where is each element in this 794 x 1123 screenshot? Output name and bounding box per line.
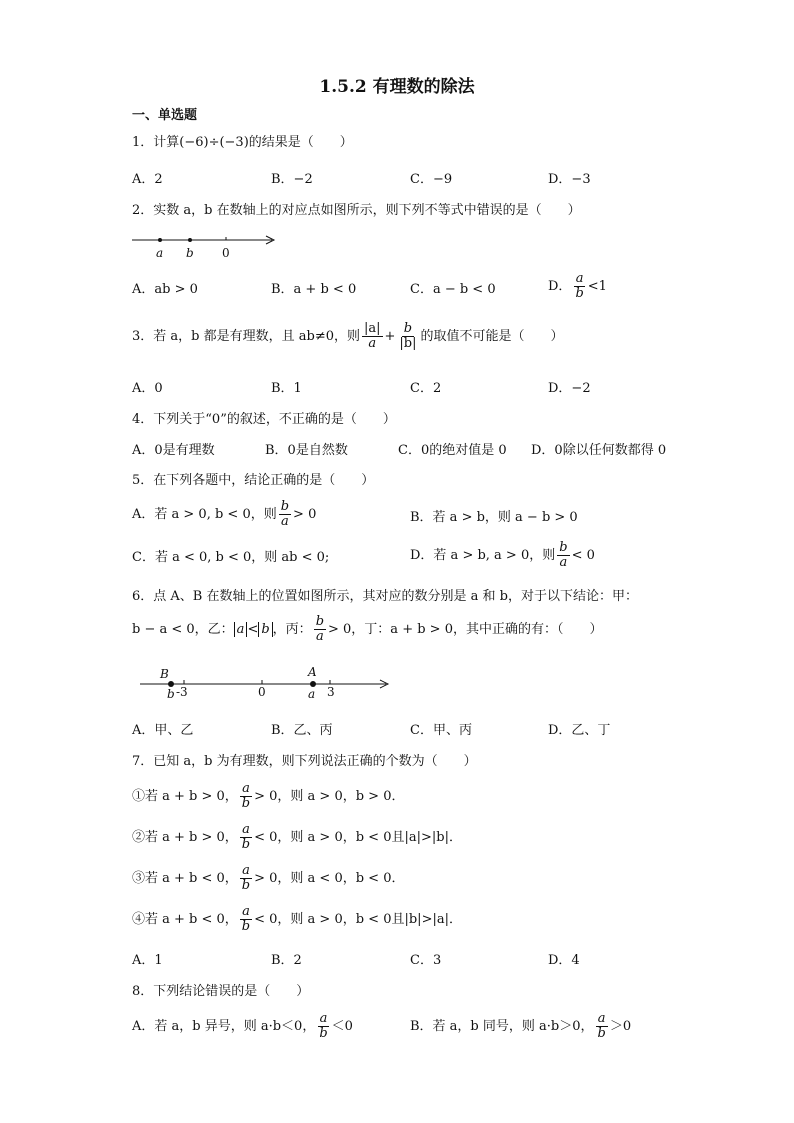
question-6-stem-line1: 6．点 A、B 在数轴上的位置如图所示，其对应的数分别是 a 和 b，对于以下结论：甲： [132,589,638,604]
section-heading: 一、单选题 [132,108,198,123]
question-3-stem: 3．若 a，b 都是有理数，且 ab≠0，则 $\frac{|a|}{a}$ + $\frac{b}{|b|}$ 的取值不可能是（ ） [132,321,564,351]
q5-option-d: D．若 a > b, a > 0，则 $\frac{b}{a}$ < 0 [410,540,595,570]
q1-option-a: A．2 [132,172,163,187]
question-2-stem: 2．实数 a，b 在数轴上的对应点如图所示，则下列不等式中错误的是（ ） [132,203,581,218]
q1-option-c: C．−9 [410,172,453,187]
q6-point-label-A: A [308,665,317,679]
question-5-stem: 5．在下列各题中，结论正确的是（ ） [132,473,375,488]
q7-statement-4: ④若 a + b < 0， $\frac{a}{b}$ < 0，则 a > 0，b < 0且|b|>|a|． [132,904,462,934]
q7-statement-1: ①若 a + b > 0， $\frac{a}{b}$ > 0，则 a > 0，b > 0． [132,781,405,811]
q3-option-d: D．−2 [548,381,591,396]
q2-option-a: A．ab > 0 [132,282,198,297]
q8-option-a: A．若 a，b 异号，则 a·b＜0， $\frac{a}{b}$ ＜0 [132,1011,353,1041]
q2-number-line [132,230,282,262]
q6-option-b: B．乙、丙 [271,723,333,738]
q3-option-c: C．2 [410,381,442,396]
q2-option-c: C．a − b < 0 [410,282,496,297]
q5-option-c: C．若 a < 0, b < 0，则 ab < 0; [132,550,330,565]
q7-statement-2: ②若 a + b > 0， $\frac{a}{b}$ < 0，则 a > 0，b < 0且|a|>|b|． [132,822,462,852]
q7-option-b: B．2 [271,953,302,968]
q6-axis-label-0: 0 [258,685,266,699]
question-1-stem: 1．计算(−6)÷(−3)的结果是（ ） [132,135,353,150]
q7-option-a: A．1 [132,953,163,968]
q7-option-d: D．4 [548,953,580,968]
q5-option-b: B．若 a > b，则 a − b > 0 [410,510,578,525]
q2-option-b: B．a + b < 0 [271,282,357,297]
q2-axis-label-0: 0 [222,246,230,260]
q2-axis-label-b: b [186,246,194,260]
question-8-stem: 8．下列结论错误的是（ ） [132,984,310,999]
q6-axis-label-neg3: -3 [176,685,188,699]
q4-option-d: D．0除以任何数都得 0 [531,443,667,458]
q7-statement-3: ③若 a + b < 0， $\frac{a}{b}$ > 0，则 a < 0，b < 0． [132,863,405,893]
q1-option-d: D．−3 [548,172,591,187]
question-6-stem-line2: b − a < 0，乙： a < b ，丙： $\frac{b}{a}$ > 0，丁：a + b > 0，其中正确的有：（ ） [132,614,603,644]
q6-axis-label-3: 3 [327,685,335,699]
q4-option-a: A．0是有理数 [132,443,215,458]
q8-option-b: B．若 a，b 同号，则 a·b＞0， $\frac{a}{b}$ ＞0 [410,1011,632,1041]
q3-option-a: A．0 [132,381,163,396]
page-title: 1.5.2 有理数的除法 [319,77,475,97]
q6-option-a: A．甲、乙 [132,723,194,738]
q4-option-b: B．0是自然数 [265,443,348,458]
q3-option-b: B．1 [271,381,302,396]
q6-axis-label-a: a [308,687,316,701]
q6-point-label-B: B [160,667,169,681]
question-4-stem: 4．下列关于“0”的叙述，不正确的是（ ） [132,412,396,427]
q6-option-c: C．甲、丙 [410,723,472,738]
question-7-stem: 7．已知 a，b 为有理数，则下列说法正确的个数为（ ） [132,754,477,769]
q2-axis-label-a: a [156,246,164,260]
q5-option-a: A．若 a > 0, b < 0，则 $\frac{b}{a}$ > 0 [132,499,317,529]
q6-number-line [140,664,400,704]
q1-option-b: B．−2 [271,172,313,187]
q7-option-c: C．3 [410,953,442,968]
q6-option-d: D．乙、丁 [548,723,611,738]
q2-option-d: D． $\frac{a}{b}$ <1 [548,271,607,301]
q4-option-c: C．0的绝对值是 0 [398,443,507,458]
q6-axis-label-b: b [167,687,175,701]
